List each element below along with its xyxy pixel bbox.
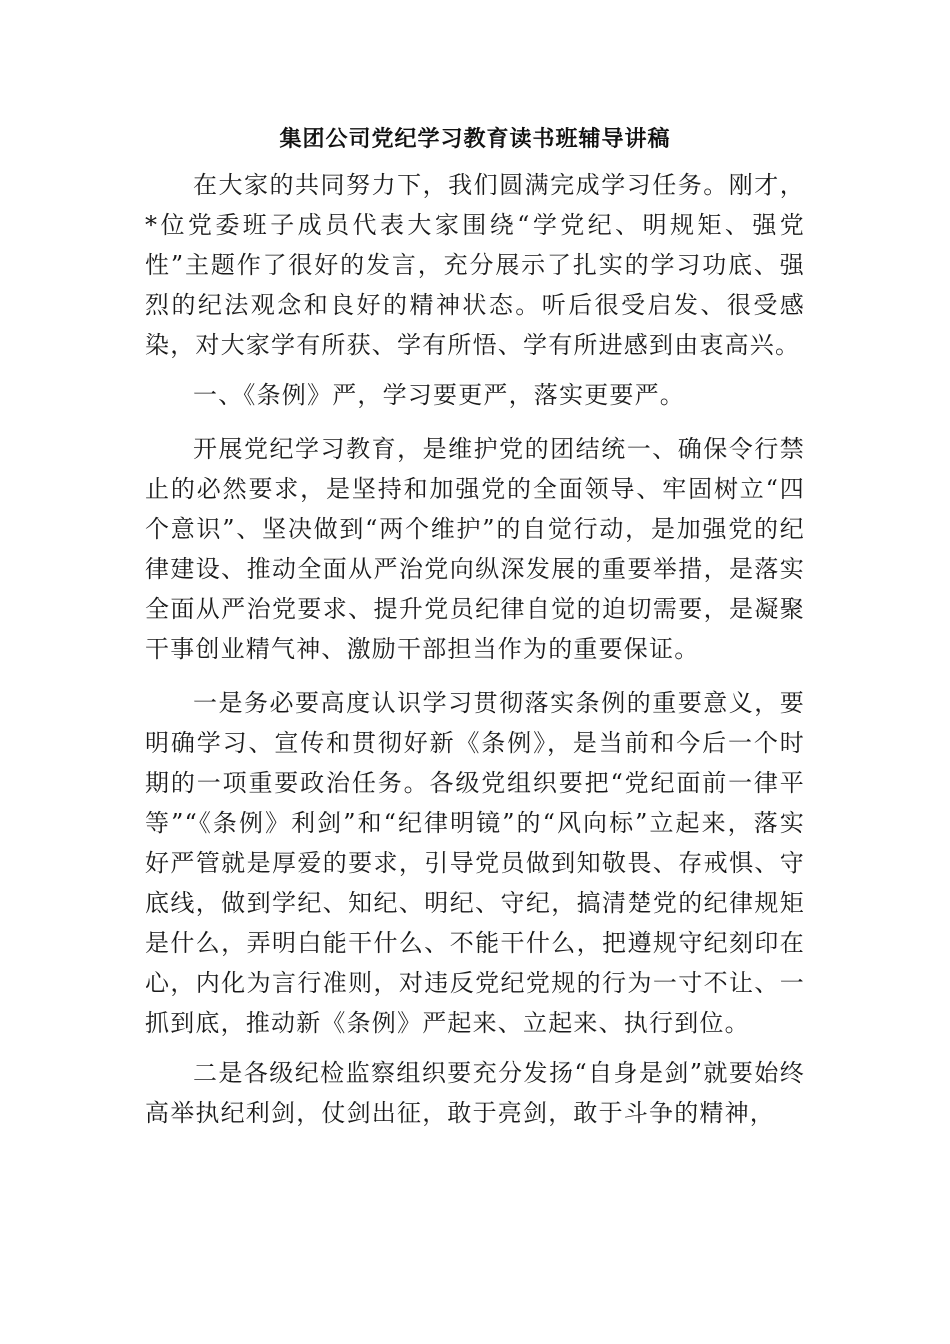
document-body (145, 165, 805, 1133)
document-title: 集团公司党纪学习教育读书班辅导讲稿 (279, 127, 671, 152)
paragraph-point-1: 一是务必要高度认识学习贯彻落实条例的重要意义，要明确学习、宣传和贯彻好新《条例》，是当前和今后一个时期的一项重要政治任务。各级党组织要把“党纪面前一律平等”“《条例》利剑”和“纪律明镜”的“风向标”立起来，落实好严管就是厚爱的要求，引导党员做到知敬畏、存戒惧、守底线，做到学纪、知纪、明纪、守纪，搞清楚党的纪律规矩是什么，弄明白能干什么、不能干什么，把遵规守纪刻印在心，内化为言行准则，对违反党纪党规的行为一寸不让、一抓到底，推动新《条例》严起来、立起来、执行到位。 (145, 689, 805, 1037)
paragraph-opening: 在大家的共同努力下，我们圆满完成学习任务。刚才，*位党委班子成员代表大家围绕“学党纪、明规矩、强党性”主题作了很好的发言，充分展示了扎实的学习功底、强烈的纪法观念和良好的精神状态。听后很受启发、很受感染，对大家学有所获、学有所悟、学有所进感到由衷高兴。 (145, 171, 805, 359)
section-heading-1: 一、《条例》严，学习要更严，落实更要严。 (193, 381, 685, 409)
paragraph-significance: 开展党纪学习教育，是维护党的团结统一、确保令行禁止的必然要求，是坚持和加强党的全面领导、牢固树立“四个意识”、坚决做到“两个维护”的自觉行动，是加强党的纪律建设、推动全面从严治党向纵深发展的重要举措，是落实全面从严治党要求、提升党员纪律自觉的迫切需要，是凝聚干事创业精气神、激励干部担当作为的重要保证。 (145, 435, 805, 663)
paragraph-point-2: 二是各级纪检监察组织要充分发扬“自身是剑”就要始终高举执纪利剑，仗剑出征，敢于亮剑，敢于斗争的精神， (145, 1059, 805, 1127)
